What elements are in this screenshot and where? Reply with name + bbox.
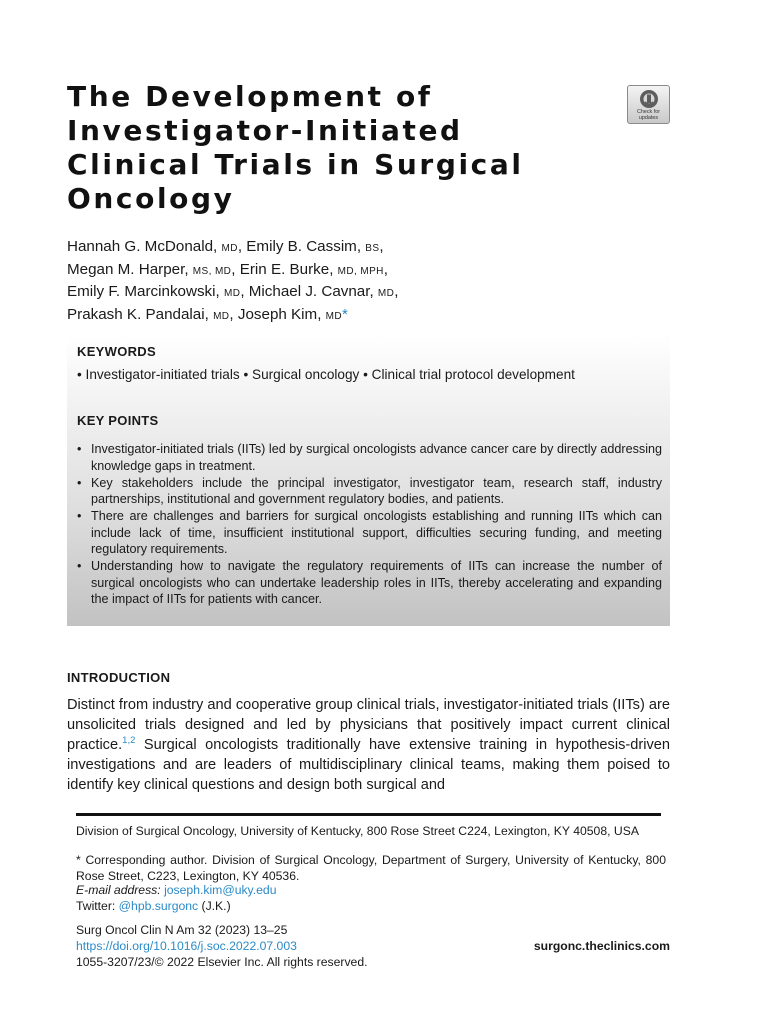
- email-label: E-mail address:: [76, 883, 161, 897]
- article-title: [67, 80, 587, 216]
- email-note: [76, 883, 666, 899]
- title-line: The Development of: [67, 80, 433, 113]
- author-name: , Michael J. Cavnar,: [240, 283, 378, 300]
- author-list: [67, 237, 667, 327]
- author-degree: MD: [223, 288, 241, 299]
- bullet-icon: •: [243, 367, 249, 382]
- author-separator: ,: [379, 238, 384, 255]
- citation: Surg Oncol Clin N Am 32 (2023) 13–25: [76, 923, 288, 937]
- key-point-item: • There are challenges and barriers for surgical oncologists establishing and running IITs which can include lack of time, insufficient institutional support, difficulties securing funding, and meeting regulatory requirements.: [77, 508, 662, 558]
- email-link[interactable]: joseph.kim@uky.edu: [164, 883, 277, 897]
- keywords-list: [77, 367, 575, 382]
- keywords-keypoints-box: [67, 335, 670, 626]
- key-points-list: [77, 441, 662, 608]
- keywords-heading: KEYWORDS: [77, 344, 156, 359]
- author-separator: ,: [394, 283, 399, 300]
- author-name: Prakash K. Pandalai,: [67, 305, 214, 323]
- key-point-item: • Understanding how to navigate the regulatory requirements of IITs can increase the number of surgical oncologists who can undertake leadership roles in IITs, thereby accelerating and expanding the impact of IITs for patients with cancer.: [77, 558, 662, 608]
- author-separator: ,: [383, 260, 389, 278]
- author-degree: MD: [377, 288, 395, 299]
- twitter-link[interactable]: @hpb.surgonc: [118, 899, 199, 913]
- body-text: Distinct from industry and cooperative group clinical trials, investigator-initiated trials (IITs) are unsolicited trials designed and led by physicians that positively impact current clinical practice.: [67, 697, 670, 753]
- check-for-updates-badge[interactable]: [627, 85, 670, 124]
- author-line: [67, 282, 667, 305]
- twitter-suffix: (J.K.): [198, 899, 231, 913]
- key-points-heading: KEY POINTS: [77, 413, 159, 428]
- corresponding-author-note: * Corresponding author. Division of Surgical Oncology, Department of Surgery, University of Kentucky, 800 Rose Street, C223, Lexington, KY 40536.: [76, 853, 666, 883]
- title-line: Investigator-Initiated: [67, 114, 463, 147]
- twitter-label: Twitter:: [76, 899, 116, 913]
- doi-link[interactable]: https://doi.org/10.1016/j.soc.2022.07.003: [76, 938, 297, 953]
- author-degree: MD: [213, 310, 230, 322]
- crossmark-icon: [639, 89, 659, 109]
- author-degree: MS, MD: [192, 265, 232, 277]
- author-name: , Erin E. Burke,: [231, 260, 338, 278]
- introduction-heading: INTRODUCTION: [67, 670, 171, 685]
- corresponding-author-link[interactable]: *: [342, 305, 348, 323]
- affiliation-note: Division of Surgical Oncology, University of Kentucky, 800 Rose Street C224, Lexington, KY 40508, USA: [76, 824, 639, 838]
- author-line: [67, 260, 667, 283]
- twitter-note: [76, 899, 666, 915]
- body-text: Surgical oncologists traditionally have extensive training in hypothesis-driven investigations and are leaders of multidisciplinary clinical teams, making them poised to identify key clinical questions and design both surgical and: [67, 737, 670, 793]
- author-name: Hannah G. McDonald,: [67, 238, 222, 255]
- author-degree: MD: [325, 310, 343, 322]
- author-line: [67, 237, 667, 260]
- reference-link[interactable]: 1,2: [122, 735, 136, 746]
- author-name: , Emily B. Cassim,: [237, 238, 366, 255]
- footnote-divider: [76, 813, 661, 816]
- author-name: Megan M. Harper,: [67, 260, 193, 278]
- keyword-item: Investigator-initiated trials: [85, 367, 240, 382]
- author-name: , Joseph Kim,: [229, 305, 326, 323]
- key-point-item: • Investigator-initiated trials (IITs) led by surgical oncologists advance cancer care by directly addressing knowledge gaps in treatment.: [77, 441, 662, 474]
- copyright: 1055-3207/23/© 2022 Elsevier Inc. All rights reserved.: [76, 954, 368, 969]
- introduction-paragraph: [67, 695, 670, 795]
- keyword-item: Clinical trial protocol development: [371, 367, 575, 382]
- title-line: Clinical Trials in Surgical: [67, 148, 524, 181]
- author-degree: MD: [221, 243, 238, 254]
- journal-site-link[interactable]: surgonc.theclinics.com: [533, 939, 670, 953]
- bullet-icon: •: [77, 367, 82, 382]
- author-degree: BS: [365, 243, 380, 254]
- title-line: Oncology: [67, 182, 235, 215]
- badge-label: Check for updates: [636, 109, 661, 121]
- keyword-item: Surgical oncology: [252, 367, 360, 382]
- author-degree: MD, MPH: [337, 265, 384, 277]
- author-line: [67, 305, 667, 328]
- key-point-item: • Key stakeholders include the principal investigator, investigator team, research staff, industry partnerships, institutional and government regulatory bodies, and patients.: [77, 475, 662, 508]
- bullet-icon: •: [363, 367, 368, 382]
- journal-info: [76, 923, 368, 970]
- author-name: Emily F. Marcinkowski,: [67, 283, 224, 300]
